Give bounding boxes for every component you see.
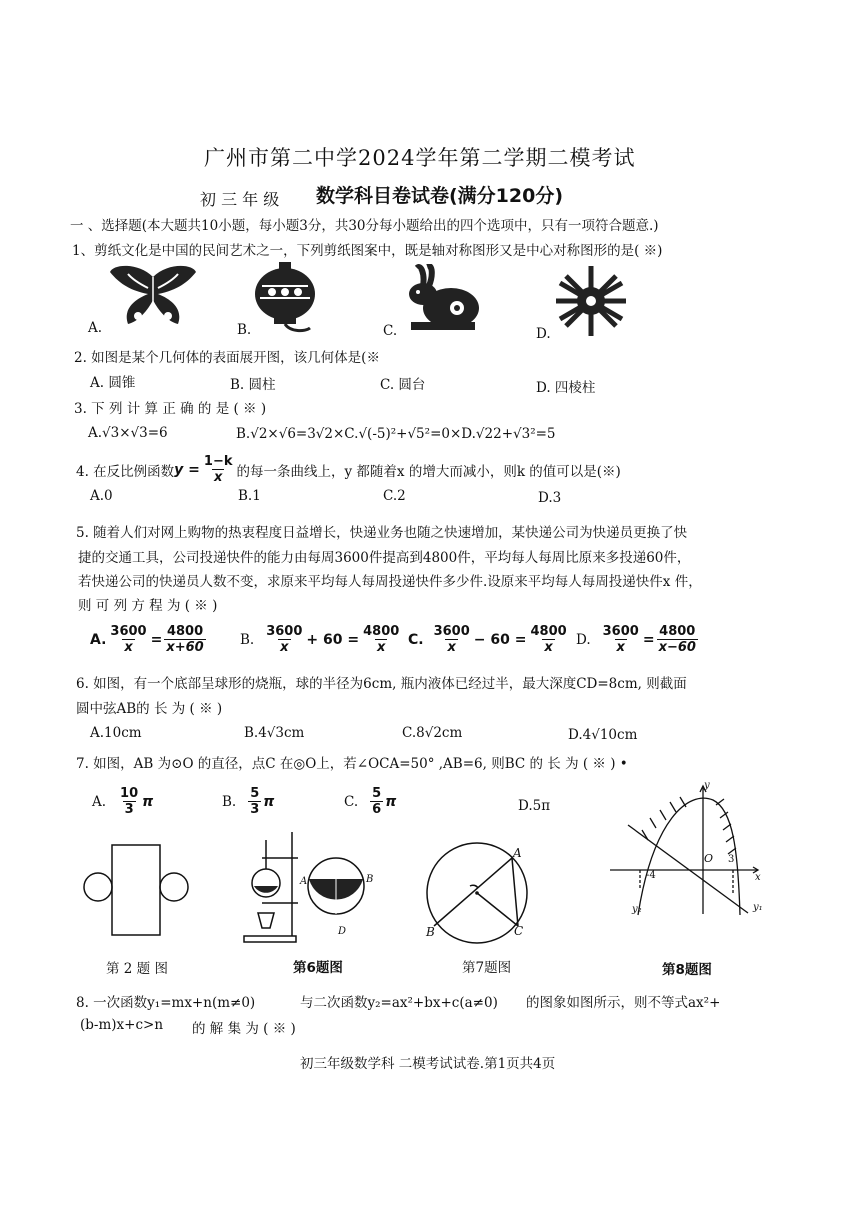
denominator: x−60 xyxy=(658,640,696,655)
q7-option-d: D.5π xyxy=(518,798,551,814)
plus-sixty: + 60 = xyxy=(306,631,360,648)
q7-c-fraction xyxy=(370,786,383,817)
q5-c-right-fraction xyxy=(528,624,568,655)
q7-option-a xyxy=(92,786,153,817)
q4-option-b: B.1 xyxy=(238,488,261,504)
q2-option-a: A. 圆锥 xyxy=(90,375,136,391)
page-footer: 初三年级数学科 二模考试试卷.第1页共4页 xyxy=(300,1056,556,1072)
denominator: x xyxy=(544,640,553,655)
denominator: x xyxy=(616,640,625,655)
q5-b-right-fraction xyxy=(361,624,401,655)
q1-option-c: C. xyxy=(383,323,398,339)
q5-a-right-fraction xyxy=(164,624,205,655)
numerator: 3600 xyxy=(110,624,147,639)
lantern-papercut xyxy=(250,262,320,334)
question-5-line-3: 若快递公司的快递员人数不变，求原来平均每人每周投递快件多少件.设原来平均每人每周投递快件x 件， xyxy=(78,574,702,590)
question-2: 2. 如图是某个几何体的表面展开图，该几何体是(※ xyxy=(74,350,380,366)
pi-symbol: π xyxy=(263,793,275,810)
rabbit-papercut xyxy=(403,264,481,332)
q6-option-d: D.4√10cm xyxy=(568,727,638,743)
numerator: 4800 xyxy=(530,624,567,639)
numerator: 3600 xyxy=(602,624,639,639)
fig8-label-y1: y₁ xyxy=(753,902,763,913)
denominator: x xyxy=(377,640,386,655)
fig6-label-d: D xyxy=(338,926,347,937)
q2-option-c: C. 圆台 xyxy=(380,377,426,393)
fig8-label-origin: O xyxy=(704,852,714,865)
question-8-part-2: 与二次函数y₂=ax²+bx+c(a≠0) xyxy=(300,995,498,1011)
figure-8-graph xyxy=(608,780,768,920)
q1-option-b: B. xyxy=(237,322,252,338)
q5-option-a-label: A. xyxy=(90,631,107,648)
q6-option-c: C.8√2cm xyxy=(402,725,463,741)
q6-option-a: A.10cm xyxy=(90,725,142,741)
q4-text-pre: 4. 在反比例函数 xyxy=(76,463,175,480)
numerator: 3600 xyxy=(433,624,470,639)
numerator: 4800 xyxy=(659,624,696,639)
q4-fraction-denominator: x xyxy=(214,470,223,485)
pi-symbol: π xyxy=(142,793,154,810)
fig7-label-b: B xyxy=(426,925,435,939)
question-8-part-3: 的图象如图所示，则不等式ax²+ xyxy=(526,995,721,1011)
q7-option-c-label: C. xyxy=(344,793,359,810)
question-5-line-2: 捷的交通工具，公司投递快件的能力由每周3600件提高到4800件，平均每人每周比原来多投递60件， xyxy=(78,550,691,566)
q4-text-post: 的每一条曲线上，y 都随着x 的增大而减小，则k 的值可以是(※) xyxy=(236,463,621,480)
snowflake-papercut xyxy=(554,264,628,338)
numerator: 10 xyxy=(120,786,139,801)
q4-option-d: D.3 xyxy=(538,490,562,506)
grade-label: 初 三 年 级 xyxy=(200,190,280,209)
figure-6-flask xyxy=(240,828,365,946)
q5-option-a xyxy=(90,624,208,655)
q1-option-d: D. xyxy=(536,326,551,342)
denominator: 6 xyxy=(372,802,382,817)
figure-6-caption: 第6题图 xyxy=(293,960,343,976)
question-8-part-5: 的 解 集 为 ( ※ ) xyxy=(192,1021,296,1037)
fig7-label-c: C xyxy=(514,924,524,938)
q5-option-d-label: D. xyxy=(576,631,591,648)
fig7-label-a: A xyxy=(513,846,522,860)
denominator: x xyxy=(124,640,133,655)
butterfly-papercut xyxy=(108,262,198,332)
question-6-line-1: 6. 如图，有一个底部呈球形的烧瓶，球的半径为6cm, 瓶内液体已经过半，最大深度CD=8cm, 则截面 xyxy=(76,676,687,692)
q7-option-b-label: B. xyxy=(222,793,237,810)
q7-option-b xyxy=(222,786,274,817)
q7-option-a-label: A. xyxy=(92,793,107,810)
q2-option-b: B. 圆柱 xyxy=(230,377,276,393)
equals-sign: = xyxy=(150,631,163,648)
exam-subtitle: 数学科目卷试卷(满分120分) xyxy=(316,185,564,207)
q7-option-c xyxy=(344,786,396,817)
q5-option-d xyxy=(576,624,700,655)
q5-d-right-fraction xyxy=(657,624,698,655)
fig6-label-b: B xyxy=(366,874,374,885)
q4-function-y: y = xyxy=(174,461,200,478)
q3-options-bcd: B.√2×√6=3√2×C.√(-5)²+√5²=0×D.√22+√3²=5 xyxy=(236,426,556,442)
figure-7-caption: 第7题图 xyxy=(462,960,512,976)
figure-2-caption: 第 2 题 图 xyxy=(106,961,168,977)
q1-option-a: A. xyxy=(88,320,103,336)
q7-a-fraction xyxy=(118,786,140,817)
q4-option-a: A.0 xyxy=(90,488,113,504)
exam-title: 广州市第二中学2024学年第二学期二模考试 xyxy=(204,146,636,170)
question-3: 3. 下 列 计 算 正 确 的 是 ( ※ ) xyxy=(74,401,267,417)
denominator: 3 xyxy=(250,802,260,817)
q5-option-b-label: B. xyxy=(240,631,255,648)
question-5-line-1: 5. 随着人们对网上购物的热衷程度日益增长，快递业务也随之快速增加，某快递公司为快递员更换了快 xyxy=(76,525,688,541)
figure-2-cylinder-net xyxy=(80,840,192,940)
q5-a-left-fraction xyxy=(108,624,148,655)
fig8-label-x: x xyxy=(755,872,761,883)
pi-symbol: π xyxy=(385,793,397,810)
fig6-label-a: A xyxy=(300,876,308,887)
denominator: x+60 xyxy=(166,640,204,655)
q5-b-left-fraction xyxy=(264,624,304,655)
question-8-part-4: (b-m)x+c>n xyxy=(80,1017,164,1033)
numerator: 5 xyxy=(372,786,382,801)
fig8-label-minus4: -4 xyxy=(646,870,656,881)
numerator: 4800 xyxy=(166,624,204,639)
q5-option-c xyxy=(408,624,571,655)
q5-option-b xyxy=(240,624,403,655)
question-7: 7. 如图，AB 为⊙O 的直径，点C 在◎O上，若∠OCA=50° ,AB=6, 则BC 的 长 为 ( ※ ) • xyxy=(76,756,628,772)
minus-sixty: − 60 = xyxy=(473,631,527,648)
numerator: 3600 xyxy=(266,624,303,639)
q4-option-c: C.2 xyxy=(383,488,406,504)
denominator: x xyxy=(447,640,456,655)
equals-sign: = xyxy=(642,631,655,648)
section-instructions: 一 、选择题(本大题共10小题，每小题3分，共30分每小题给出的四个选项中，只有一项符合题意.) xyxy=(70,218,659,234)
question-5-line-4: 则 可 列 方 程 为 ( ※ ) xyxy=(78,598,218,614)
figure-8-caption: 第8题图 xyxy=(662,962,712,978)
denominator: 3 xyxy=(124,802,134,817)
denominator: x xyxy=(280,640,289,655)
q5-d-left-fraction xyxy=(601,624,641,655)
q5-c-left-fraction xyxy=(432,624,472,655)
q7-b-fraction xyxy=(248,786,261,817)
q5-option-c-label: C. xyxy=(408,631,424,648)
question-1: 1、剪纸文化是中国的民间艺术之一，下列剪纸图案中，既是轴对称图形又是中心对称图形的是( ※) xyxy=(72,243,663,259)
question-6-line-2: 圆中弦AB的 长 为 ( ※ ) xyxy=(76,701,223,717)
numerator: 4800 xyxy=(363,624,400,639)
q4-function-fraction xyxy=(202,454,235,485)
question-8-part-1: 8. 一次函数y₁=mx+n(m≠0) xyxy=(76,995,256,1011)
numerator: 5 xyxy=(250,786,260,801)
question-4 xyxy=(76,454,621,485)
q2-option-d: D. 四棱柱 xyxy=(536,380,596,396)
q6-option-b: B.4√3cm xyxy=(244,725,305,741)
fig8-label-y: y xyxy=(704,780,710,791)
fig8-label-3: 3 xyxy=(728,854,735,865)
q4-fraction-numerator: 1−k xyxy=(203,454,233,469)
q3-option-a: A.√3×√3=6 xyxy=(88,425,168,441)
fig8-label-y2: y₂ xyxy=(632,904,642,915)
